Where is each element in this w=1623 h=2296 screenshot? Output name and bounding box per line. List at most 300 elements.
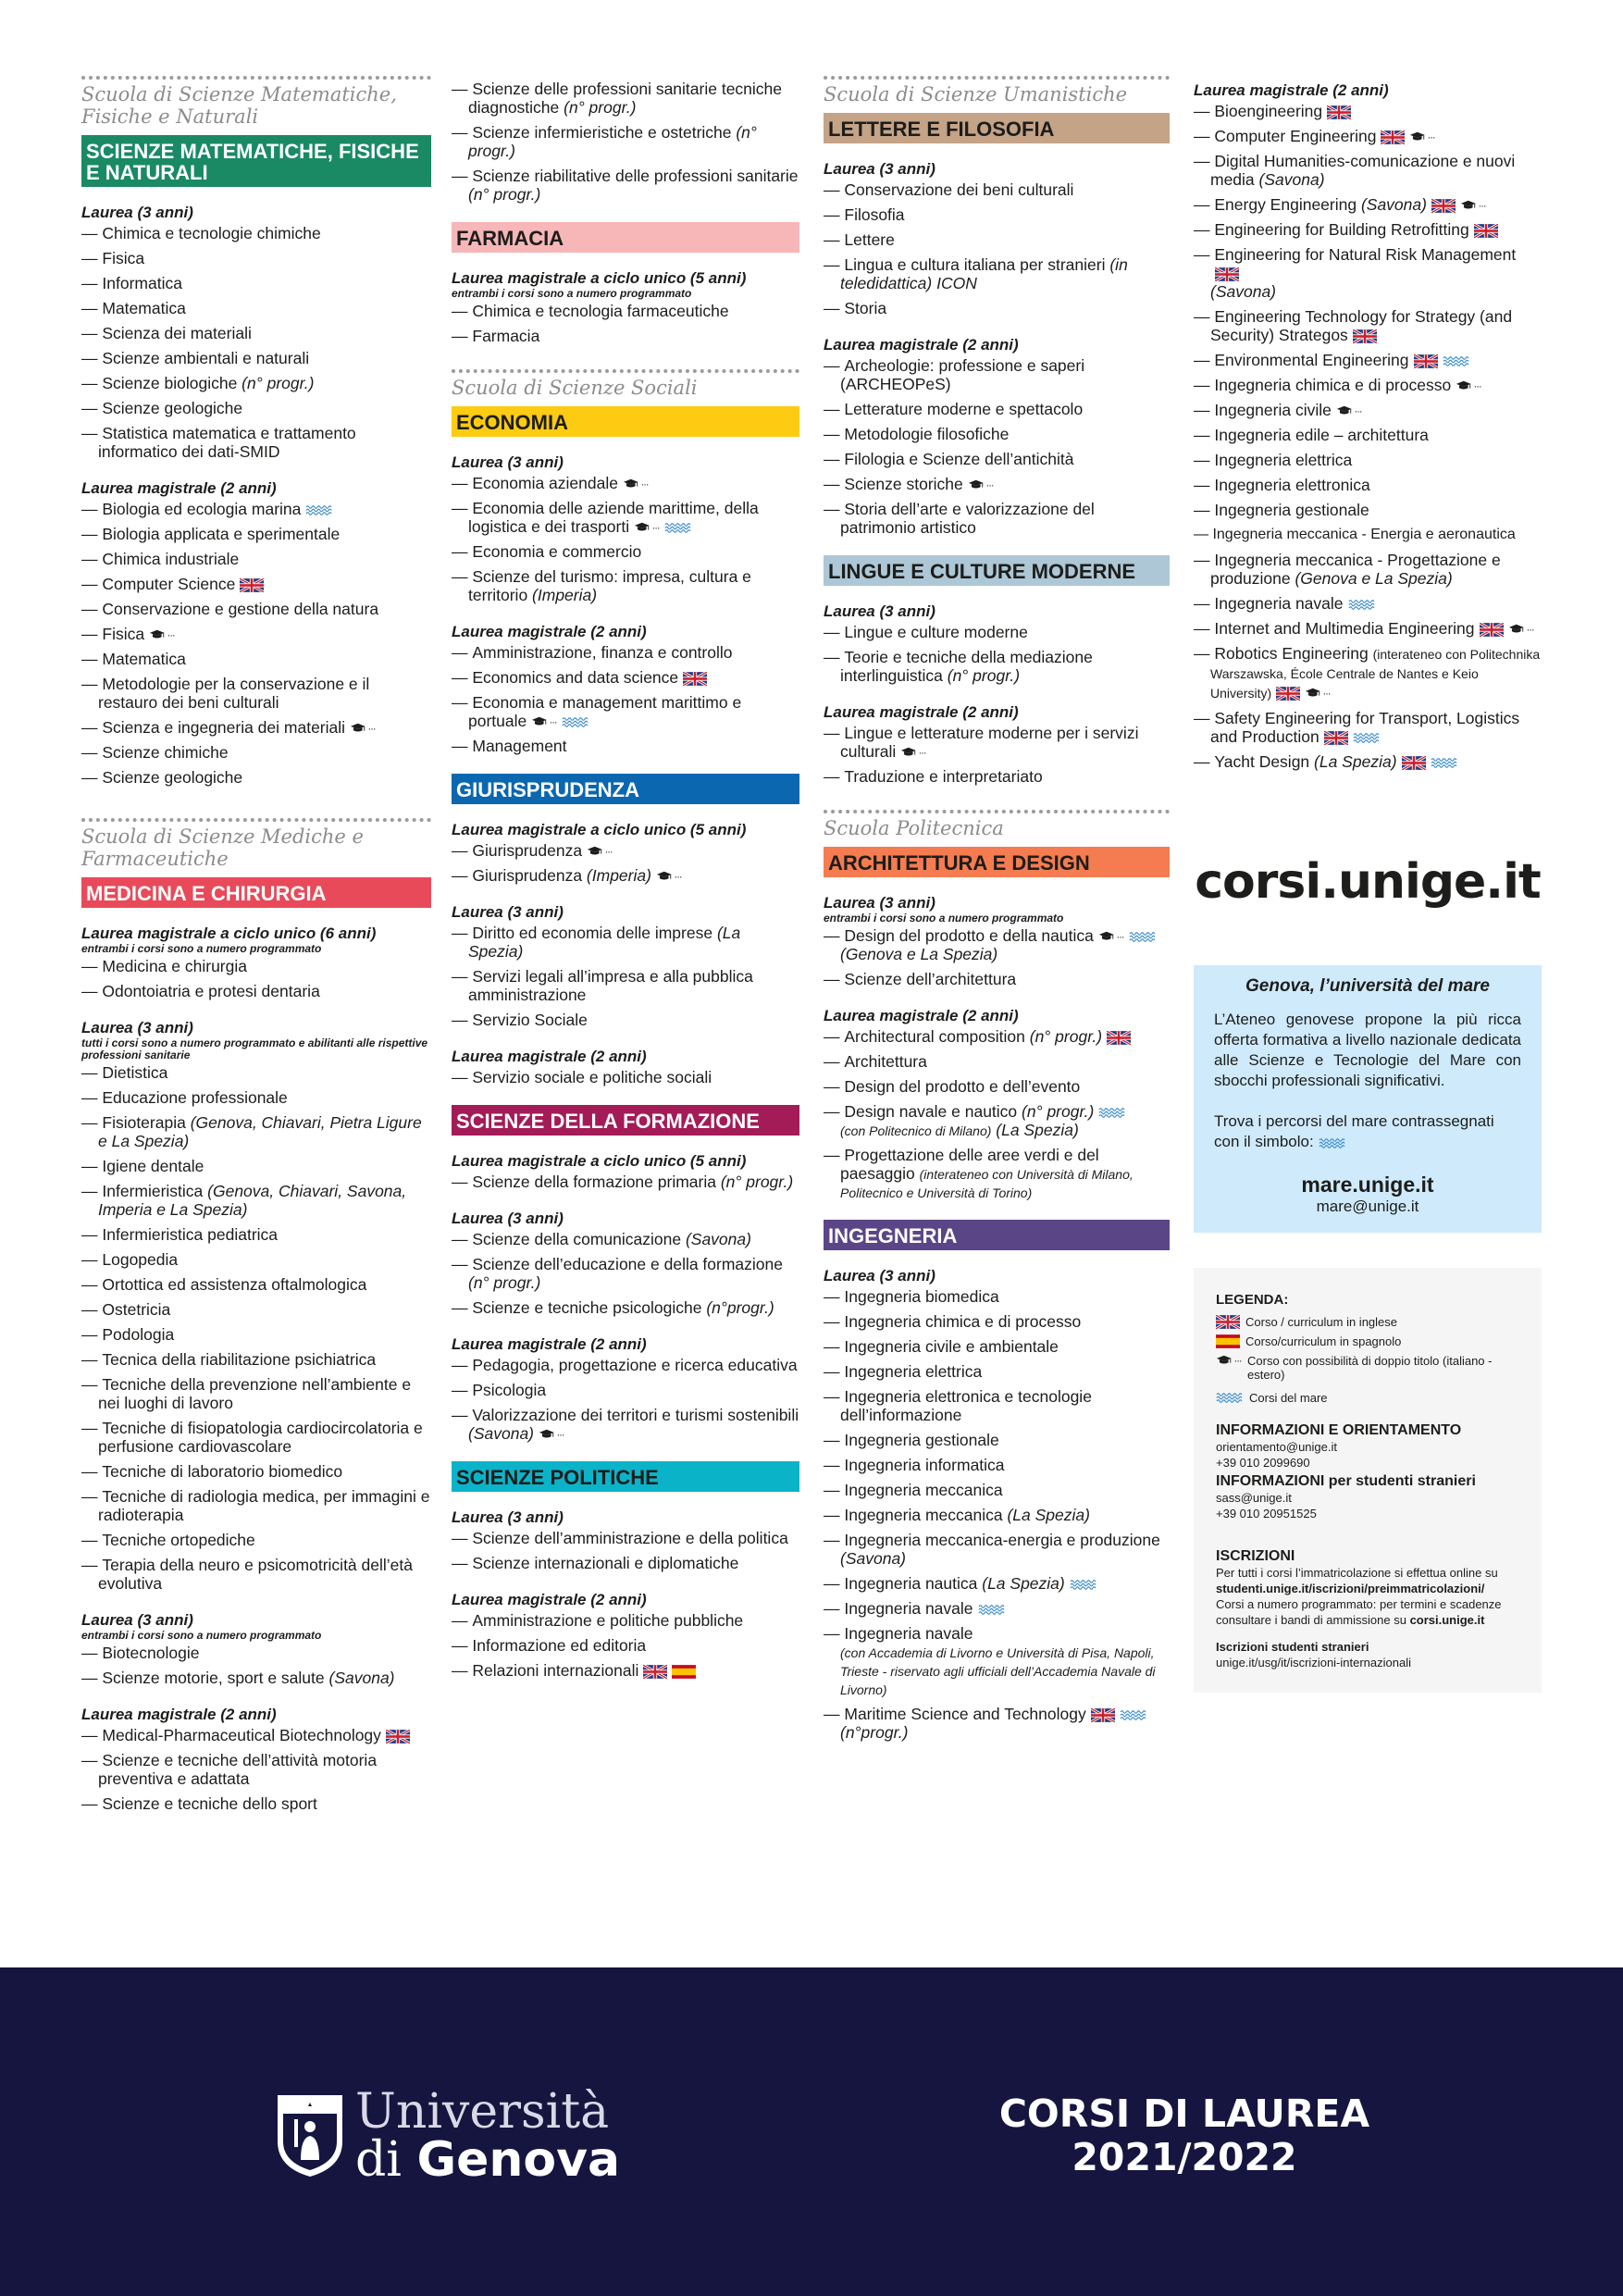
- uk-flag-icon: [643, 1665, 667, 1679]
- course-name: Scienze storiche: [844, 475, 963, 493]
- sea-box-text: L’Ateneo genovese propone la più ricca offerta formativa a livello nazionale dedicata alle Scienze e Tecnologie del Mare con sbocchi professionali significativi.: [1214, 1011, 1521, 1089]
- course-name: Scienze riabilitative delle professioni sanitarie: [472, 167, 799, 185]
- course-item: — Ingegneria chimica e di processo: [824, 1312, 1170, 1331]
- admission-link[interactable]: corsi.unige.it: [1409, 1613, 1485, 1627]
- course-item: [452, 474, 799, 492]
- graduation-cap-icon: [1336, 404, 1362, 417]
- course-name: Engineering for Building Retrofitting: [1214, 220, 1469, 239]
- school-name: Scuola Politecnica: [824, 817, 1004, 839]
- course-name: Economia e management marittimo e portuale: [468, 693, 742, 730]
- course-name: Valorizzazione dei territori e turismi sostenibili: [472, 1406, 799, 1424]
- course-list: [81, 224, 431, 461]
- course-item: — Scienze ambientali e naturali: [81, 349, 431, 367]
- course-item: — Ingegneria meccanica - Energia e aeronautica: [1194, 526, 1542, 544]
- logo-di: di: [355, 2132, 417, 2188]
- section-title: Laurea magistrale (2 anni): [452, 1591, 647, 1608]
- course-item: [452, 1406, 799, 1443]
- course-item: [824, 1599, 1170, 1618]
- course-item: [1194, 195, 1542, 214]
- course-item: [1194, 752, 1542, 771]
- course-item: [824, 1102, 1170, 1139]
- course-item: — Scienze dell’architettura: [824, 970, 1170, 988]
- course-section: [452, 1508, 799, 1572]
- section-title: Laurea magistrale (2 anni): [452, 623, 647, 640]
- school-header: [452, 369, 799, 399]
- course-item: [452, 924, 799, 961]
- course-item: — Traduzione e interpretariato: [824, 767, 1170, 786]
- foreign-enrollment-heading: Iscrizioni studenti stranieri: [1216, 1640, 1369, 1654]
- column-1: [81, 76, 431, 1831]
- course-note: (n° progr.): [947, 666, 1021, 685]
- course-item: [1194, 152, 1542, 189]
- graduation-cap-icon: [1508, 623, 1534, 636]
- legend-label: Corso / curriculum in inglese: [1245, 1315, 1398, 1329]
- course-location: (Savona): [468, 1424, 535, 1443]
- department-banner: SCIENZE POLITICHE: [452, 1461, 799, 1492]
- spain-flag-icon: [672, 1665, 696, 1679]
- course-name: Environmental Engineering: [1214, 351, 1409, 369]
- graduation-cap-icon: [587, 845, 613, 858]
- foreign-info-email[interactable]: sass@unige.it: [1216, 1491, 1292, 1505]
- course-item: — Informazione ed editoria: [452, 1636, 799, 1655]
- course-name: Relazioni internazionali: [472, 1661, 639, 1680]
- course-name: Scienze motorie, sport e salute: [102, 1669, 329, 1687]
- school-name: Scuola di Scienze Umanistiche: [824, 83, 1128, 105]
- course-item: — Tecniche di radiologia medica, per immagini e radioterapia: [81, 1487, 431, 1524]
- course-item: — Lingue e culture moderne: [824, 623, 1170, 641]
- course-name: Scienze e tecniche psicologiche: [472, 1298, 707, 1317]
- section-note: entrambi i corsi sono a numero programmato: [824, 912, 1064, 925]
- course-name: Progettazione delle aree verdi e del paesaggio: [840, 1146, 1099, 1183]
- course-name: Economia aziendale: [472, 474, 618, 492]
- course-item: [1194, 551, 1542, 588]
- course-list: [824, 356, 1170, 537]
- sea-box-title: Genova, l’università del mare: [1245, 976, 1490, 996]
- course-item: [1194, 102, 1542, 120]
- sea-box-symbol-text: [1214, 1111, 1521, 1152]
- course-item: — Letterature moderne e spettacolo: [824, 400, 1170, 418]
- graduation-cap-icon: [634, 521, 660, 534]
- course-name: Ingegneria meccanica: [844, 1506, 1008, 1524]
- footer-title-year: 2021/2022: [1072, 2135, 1297, 2179]
- uk-flag-icon: [1327, 105, 1351, 119]
- course-section: [824, 894, 1170, 988]
- school-name: Scuola di Scienze Sociali: [452, 377, 698, 399]
- sea-waves-icon: [1216, 1391, 1244, 1404]
- column-2: [452, 80, 799, 1698]
- column-4: [1194, 80, 1542, 1693]
- course-item: [81, 625, 431, 643]
- course-location: (in teledidattica) ICON: [840, 255, 1128, 292]
- course-item: [452, 841, 799, 860]
- course-section: [81, 1611, 431, 1687]
- department-banner: ECONOMIA: [452, 406, 799, 437]
- course-name: Scienze della formazione primaria: [472, 1173, 721, 1191]
- course-item: [452, 693, 799, 730]
- course-item: — Informatica: [81, 274, 431, 292]
- course-name: Lingue e letterature moderne per i servizi culturali: [840, 724, 1139, 761]
- course-section: [452, 80, 799, 204]
- course-item: [1194, 401, 1542, 419]
- course-name: Design navale e nautico: [844, 1102, 1022, 1121]
- course-section: [452, 1335, 799, 1443]
- course-item: — Biologia applicata e sperimentale: [81, 525, 431, 543]
- course-item: — Biotecnologie: [81, 1644, 431, 1662]
- legend-title: LEGENDA:: [1216, 1292, 1289, 1308]
- uk-flag-icon: [1353, 329, 1377, 343]
- course-item: — Pedagogia, progettazione e ricerca educativa: [452, 1356, 799, 1374]
- course-name: Computer Science: [102, 575, 236, 593]
- course-location: (Imperia): [532, 586, 598, 604]
- course-section: [824, 703, 1170, 786]
- graduation-cap-icon: [623, 478, 649, 490]
- course-item: — Amministrazione e politiche pubbliche: [452, 1611, 799, 1630]
- course-item: [81, 718, 431, 737]
- course-partner: (con Accademia di Livorno e Università di Pisa, Napoli, Trieste - riservato agli ufficiali dell’Accademia Navale di Livorno): [840, 1645, 1156, 1697]
- course-note: (n°progr.): [706, 1298, 774, 1317]
- course-section: [824, 602, 1170, 685]
- course-item: — Ingegneria elettrica: [1194, 451, 1542, 469]
- website-link[interactable]: corsi.unige.it: [1195, 854, 1541, 910]
- uk-flag-icon: [1091, 1708, 1115, 1722]
- course-name: Safety Engineering for Transport, Logistics and Production: [1210, 709, 1520, 746]
- course-item: [824, 255, 1170, 292]
- course-location: (Genova, Chiavari, Savona, Imperia e La Spezia): [98, 1182, 407, 1219]
- sea-waves-icon: [305, 503, 333, 516]
- course-item: [1194, 644, 1542, 702]
- course-item: [81, 374, 431, 392]
- section-title: Laurea magistrale a ciclo unico (5 anni): [452, 269, 747, 287]
- enrollment-link[interactable]: studenti.unige.it/iscrizioni/preimmatricolazioni/: [1216, 1582, 1485, 1595]
- course-name: Biologia ed ecologia marina: [102, 500, 302, 518]
- course-name: Medical-Pharmaceutical Biotechnology: [102, 1726, 381, 1744]
- course-item: [1194, 619, 1542, 638]
- graduation-cap-icon: [350, 722, 376, 735]
- course-item: — Dietistica: [81, 1063, 431, 1082]
- sea-waves-icon: [1098, 1106, 1126, 1119]
- course-name: Ingegneria civile: [1214, 401, 1332, 419]
- course-item: [1194, 220, 1542, 239]
- course-name: Ingegneria navale: [1214, 594, 1344, 613]
- course-list: [81, 500, 431, 787]
- course-item: [452, 123, 799, 160]
- course-item: — Medicina e chirurgia: [81, 957, 431, 975]
- uk-flag-icon: [240, 578, 264, 592]
- course-item: — Ingegneria elettronica e tecnologie dell’informazione: [824, 1387, 1170, 1424]
- school-header: [824, 810, 1170, 839]
- course-name: Economia delle aziende marittime, della logistica e dei trasporti: [468, 499, 759, 536]
- course-item: — Podologia: [81, 1325, 431, 1344]
- course-note: (n° progr.): [468, 185, 541, 204]
- course-name: Teorie e tecniche della mediazione interlinguistica: [840, 648, 1093, 685]
- course-note: (n° progr.): [1029, 1027, 1103, 1046]
- course-section: [452, 821, 799, 885]
- uk-flag-icon: [1216, 1315, 1240, 1329]
- section-title: Laurea magistrale a ciclo unico (5 anni): [452, 821, 747, 838]
- course-item: — Ortottica ed assistenza oftalmologica: [81, 1275, 431, 1294]
- course-item: — Ingegneria meccanica: [824, 1481, 1170, 1499]
- course-list: [824, 623, 1170, 685]
- course-item: — Logopedia: [81, 1250, 431, 1269]
- course-section: [81, 1019, 431, 1593]
- graduation-cap-icon: [1409, 130, 1435, 143]
- course-name: Scienze della comunicazione: [472, 1230, 686, 1248]
- course-name: Scienze del turismo: impresa, cultura e territorio: [468, 567, 751, 604]
- course-item: — Lettere: [824, 230, 1170, 249]
- course-item: — Filologia e Scienze dell’antichità: [824, 450, 1170, 468]
- course-list: [81, 957, 431, 1000]
- course-item: — Architettura: [824, 1052, 1170, 1071]
- sea-waves-icon: [1319, 1136, 1346, 1149]
- sea-email-link[interactable]: mare@unige.it: [1316, 1198, 1419, 1215]
- course-list: [81, 1726, 431, 1813]
- section-title: Laurea magistrale (2 anni): [1194, 81, 1389, 99]
- section-title: Laurea magistrale (2 anni): [824, 1007, 1019, 1024]
- course-section: [824, 160, 1170, 317]
- section-title: Laurea (3 anni): [452, 1210, 564, 1227]
- section-note: entrambi i corsi sono a numero programmato: [81, 942, 322, 955]
- uk-flag-icon: [1402, 756, 1426, 770]
- sea-waves-icon: [1120, 1708, 1147, 1721]
- logo-genova: Genova: [416, 2132, 621, 2188]
- section-title: Laurea (3 anni): [824, 1267, 935, 1285]
- course-item: — Design del prodotto e dell’evento: [824, 1077, 1170, 1096]
- course-section: [824, 1007, 1170, 1201]
- course-list: [824, 926, 1170, 988]
- course-item: [452, 1230, 799, 1248]
- department-banner: GIURISPRUDENZA: [452, 774, 799, 804]
- course-name: Infermieristica: [102, 1182, 208, 1200]
- legend-row: [1216, 1315, 1519, 1329]
- school-header: [824, 76, 1170, 105]
- course-item: — Servizio sociale e politiche sociali: [452, 1068, 799, 1086]
- course-item: [1194, 709, 1542, 746]
- course-item: — Servizio Sociale: [452, 1011, 799, 1029]
- course-location: (La Spezia): [1007, 1506, 1090, 1524]
- sea-waves-icon: [978, 1603, 1006, 1616]
- section-title: Laurea (3 anni): [81, 1019, 193, 1036]
- graduation-cap-icon: [1460, 199, 1486, 212]
- course-item: — Storia dell’arte e valorizzazione del patrimonio artistico: [824, 500, 1170, 537]
- course-item: — Ostetricia: [81, 1300, 431, 1319]
- course-item: — Terapia della neuro e psicomotricità dell’età evolutiva: [81, 1556, 431, 1593]
- course-item: [452, 1661, 799, 1680]
- course-item: — Metodologie filosofiche: [824, 425, 1170, 443]
- course-item: [824, 1531, 1170, 1568]
- section-note: tutti i corsi sono a numero programmato e abilitanti alle rispettive professioni sanitarie: [81, 1036, 428, 1061]
- foreign-info-heading: INFORMAZIONI per studenti stranieri: [1216, 1473, 1476, 1489]
- uk-flag-icon: [1276, 687, 1300, 701]
- uk-flag-icon: [1381, 130, 1405, 144]
- department-banner: INGEGNERIA: [824, 1220, 1170, 1250]
- course-item: [824, 926, 1170, 963]
- course-item: [452, 567, 799, 604]
- course-name: Giurisprudenza: [472, 866, 587, 885]
- course-item: [1194, 594, 1542, 613]
- course-item: — Tecnica della riabilitazione psichiatrica: [81, 1350, 431, 1369]
- department-banner: FARMACIA: [452, 222, 799, 253]
- school-name: Scuola di Scienze Mediche e Farmaceutiche: [81, 825, 364, 870]
- course-item: [824, 475, 1170, 493]
- course-name: Ingegneria nautica: [844, 1574, 983, 1593]
- course-item: [824, 1624, 1170, 1698]
- legend-box: [1194, 1268, 1542, 1693]
- course-section: [452, 1210, 799, 1317]
- course-item: — Chimica e tecnologia farmaceutiche: [452, 302, 799, 320]
- course-name: Ingegneria navale: [844, 1624, 973, 1643]
- graduation-cap-icon: [900, 746, 926, 759]
- course-list: [452, 1173, 799, 1191]
- course-name: Economics and data science: [472, 668, 679, 687]
- course-item: — Matematica: [81, 299, 431, 317]
- course-name: Ingegneria navale: [844, 1599, 973, 1618]
- course-location: (Genova e La Spezia): [1295, 569, 1453, 588]
- info-email[interactable]: orientamento@unige.it: [1216, 1440, 1337, 1454]
- course-item: — Chimica e tecnologie chimiche: [81, 224, 431, 242]
- spain-flag-icon: [1216, 1334, 1240, 1348]
- course-name: Architectural composition: [844, 1027, 1030, 1046]
- course-name: Computer Engineering: [1214, 127, 1377, 145]
- course-item: [824, 1574, 1170, 1593]
- course-name: Yacht Design: [1214, 752, 1315, 771]
- course-section: [81, 479, 431, 787]
- course-name: Ingegneria chimica e di processo: [1214, 376, 1452, 394]
- section-title: Laurea (3 anni): [824, 160, 935, 178]
- course-note: (n° progr.): [468, 123, 757, 160]
- course-name: Bioengineering: [1214, 102, 1323, 120]
- course-location: (Genova, Chiavari, Pietra Ligure e La Spezia): [98, 1113, 422, 1150]
- sea-waves-icon: [1353, 731, 1381, 744]
- course-item: [824, 1506, 1170, 1524]
- section-title: Laurea magistrale a ciclo unico (5 anni): [452, 1152, 747, 1170]
- uk-flag-icon: [1414, 354, 1438, 368]
- course-item: — Scienze dell’amministrazione e della politica: [452, 1529, 799, 1547]
- course-item: — Ingegneria gestionale: [1194, 501, 1542, 519]
- course-item: — Chimica industriale: [81, 550, 431, 568]
- course-list: [452, 924, 799, 1029]
- course-item: — Archeologie: professione e saperi (ARCHEOPeS): [824, 356, 1170, 393]
- course-name: Engineering Technology for Strategy (and Security) Strategos: [1210, 307, 1513, 344]
- course-item: — Amministrazione, finanza e controllo: [452, 643, 799, 662]
- footer-title: [972, 2092, 1397, 2179]
- course-item: — Ingegneria gestionale: [824, 1431, 1170, 1449]
- legend-row: [1216, 1334, 1519, 1348]
- course-item: [824, 1027, 1170, 1046]
- course-section: [824, 1267, 1170, 1742]
- graduation-cap-icon: [531, 715, 557, 728]
- sea-waves-icon: [562, 715, 589, 728]
- course-list: [81, 1644, 431, 1687]
- course-list: [81, 1063, 431, 1593]
- course-location: (La Spezia): [1314, 752, 1397, 771]
- course-note: (n°progr.): [840, 1723, 909, 1742]
- legend-row: [1216, 1391, 1519, 1405]
- sea-waves-icon: [1348, 598, 1376, 611]
- course-section: [452, 1152, 799, 1191]
- course-item: [452, 1255, 799, 1292]
- course-list: [452, 1230, 799, 1317]
- course-name: Giurisprudenza: [472, 841, 583, 860]
- sea-info-box: [1194, 965, 1542, 1233]
- enrollment-text: Per tutti i corsi l’immatricolazione si effettua online su: [1216, 1566, 1498, 1580]
- course-item: — Tecniche ortopediche: [81, 1531, 431, 1549]
- section-title: Laurea magistrale a ciclo unico (6 anni): [81, 925, 377, 942]
- course-item: — Igiene dentale: [81, 1157, 431, 1175]
- course-list: [452, 1611, 799, 1680]
- logo-line-2: [355, 2132, 621, 2188]
- course-section: [824, 336, 1170, 537]
- course-item: — Scienza dei materiali: [81, 324, 431, 342]
- foreign-info-phone: +39 010 20951525: [1216, 1507, 1317, 1520]
- course-name: Robotics Engineering: [1214, 644, 1373, 663]
- course-item: [824, 724, 1170, 761]
- info-heading: INFORMAZIONI E ORIENTAMENTO: [1216, 1422, 1462, 1438]
- course-list: [1194, 102, 1542, 771]
- course-item: [81, 1113, 431, 1150]
- section-title: Laurea (3 anni): [81, 204, 193, 221]
- school-header: [81, 818, 431, 870]
- foreign-enrollment-link[interactable]: unige.it/usg/it/iscrizioni-internazionali: [1216, 1656, 1411, 1669]
- course-item: — Tecniche di fisiopatologia cardiocircolatoria e perfusione cardiovascolare: [81, 1419, 431, 1456]
- course-item: — Scienze internazionali e diplomatiche: [452, 1554, 799, 1572]
- course-list: [452, 841, 799, 885]
- course-item: [452, 1298, 799, 1317]
- course-list: [824, 1287, 1170, 1742]
- course-item: — Economia e commercio: [452, 542, 799, 561]
- uk-flag-icon: [1107, 1031, 1131, 1045]
- course-partner: (interateneo con Università di Milano, Politecnico e Università di Torino): [840, 1167, 1134, 1200]
- sea-waves-icon: [1129, 930, 1157, 943]
- course-item: — Metodologie per la conservazione e il restauro dei beni culturali: [81, 675, 431, 712]
- course-name: Diritto ed economia delle imprese: [472, 924, 717, 942]
- uk-flag-icon: [1215, 267, 1239, 281]
- course-item: — Tecniche di laboratorio biomedico: [81, 1462, 431, 1481]
- course-list: [452, 1356, 799, 1443]
- sea-waves-icon: [1431, 756, 1458, 769]
- course-item: — Odontoiatria e protesi dentaria: [81, 982, 431, 1000]
- course-list: [824, 1027, 1170, 1201]
- uk-flag-icon: [683, 672, 707, 686]
- course-section: [452, 1048, 799, 1086]
- course-name: Scienze dell’educazione e della formazione: [472, 1255, 784, 1273]
- course-item: — Infermieristica pediatrica: [81, 1225, 431, 1244]
- department-banner: LINGUE E CULTURE MODERNE: [824, 555, 1170, 586]
- course-note: (n° progr.): [720, 1173, 794, 1191]
- course-name: Scienze infermieristiche e ostetriche: [472, 123, 737, 142]
- course-name: Design del prodotto e della nautica: [844, 926, 1094, 945]
- course-item: [824, 1705, 1170, 1742]
- course-item: [81, 500, 431, 518]
- course-location: (Imperia): [586, 866, 651, 885]
- course-list: [824, 180, 1170, 317]
- course-note: (n° progr.): [468, 1273, 541, 1292]
- section-note: entrambi i corsi sono a numero programmato: [81, 1629, 322, 1642]
- course-item: [1194, 245, 1542, 301]
- course-item: — Matematica: [81, 650, 431, 668]
- course-location: (Savona): [840, 1549, 907, 1568]
- course-item: — Scienze e tecniche dello sport: [81, 1794, 431, 1813]
- course-item: — Educazione professionale: [81, 1088, 431, 1107]
- sea-website-link[interactable]: mare.unige.it: [1301, 1173, 1434, 1197]
- section-title: Laurea (3 anni): [452, 903, 564, 921]
- logo-line-1: Università: [355, 2084, 610, 2140]
- department-banner: SCIENZE DELLA FORMAZIONE: [452, 1105, 799, 1136]
- course-item: [452, 866, 799, 885]
- course-location: (Savona): [1258, 170, 1325, 189]
- course-location: (Savona): [1210, 282, 1277, 301]
- sea-waves-icon: [1070, 1578, 1097, 1591]
- course-list: [452, 1068, 799, 1086]
